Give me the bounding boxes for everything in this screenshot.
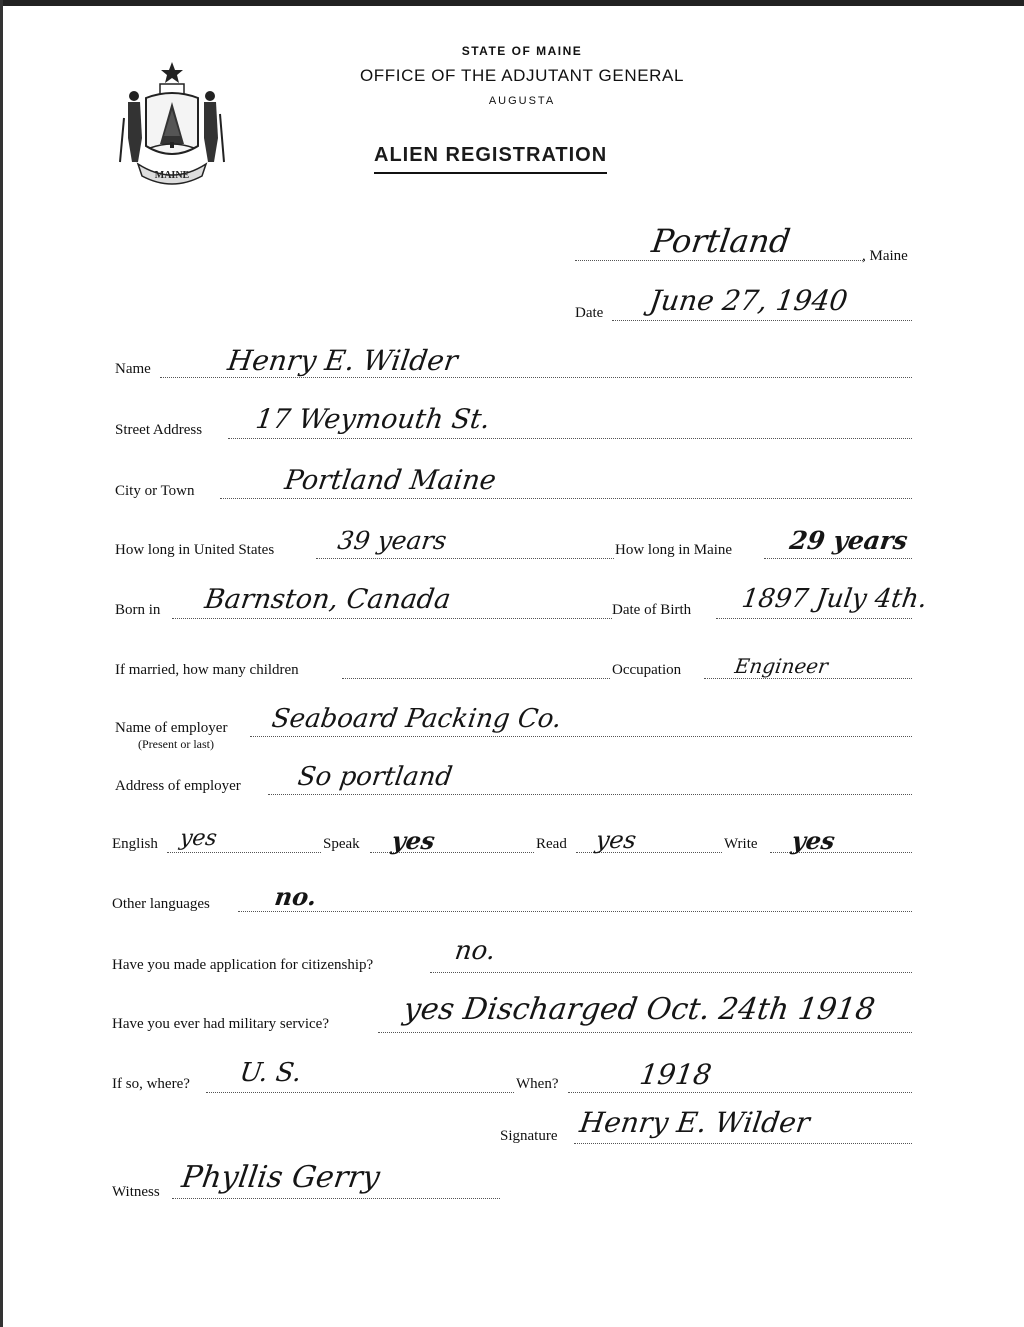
date-of-birth-value: 1897 July 4th. — [739, 584, 929, 614]
date-of-birth-label: Date of Birth — [612, 602, 692, 618]
employer-address-line — [268, 794, 912, 795]
street-value: 17 Weymouth St. — [253, 404, 492, 435]
where-line — [206, 1092, 514, 1093]
how-long-us-line — [316, 558, 614, 559]
write-label: Write — [724, 836, 758, 852]
employer-value: Seaboard Packing Co. — [269, 704, 564, 734]
speak-label: Speak — [323, 836, 360, 852]
signature-label: Signature — [500, 1128, 558, 1144]
occupation-line — [704, 678, 912, 679]
read-label: Read — [536, 836, 567, 852]
date-label: Date — [575, 305, 604, 321]
military-label: Have you ever had military service? — [112, 1016, 329, 1032]
occupation-label: Occupation — [612, 662, 682, 678]
employer-sub-label: (Present or last) — [138, 737, 214, 751]
page-title: ALIEN REGISTRATION — [374, 144, 607, 174]
employer-address-label: Address of employer — [115, 778, 241, 794]
occupation-value: Engineer — [733, 654, 830, 678]
scan-edge-left — [0, 0, 3, 1327]
witness-label: Witness — [112, 1184, 160, 1200]
other-languages-line — [238, 911, 912, 912]
military-line — [378, 1032, 912, 1033]
where-value: U. S. — [237, 1058, 304, 1088]
how-long-us-label: How long in United States — [115, 542, 275, 558]
citizenship-value: no. — [452, 936, 498, 966]
scan-edge-top — [0, 0, 1024, 6]
name-label: Name — [115, 361, 151, 377]
other-languages-label: Other languages — [112, 896, 210, 912]
name-value: Henry E. Wilder — [225, 344, 460, 377]
citizenship-label: Have you made application for citizenship? — [112, 957, 374, 973]
citizenship-line — [430, 972, 912, 973]
signature-value: Henry E. Wilder — [577, 1106, 812, 1139]
employer-address-value: So portland — [295, 762, 455, 792]
how-long-maine-line — [764, 558, 912, 559]
read-value: yes — [594, 826, 639, 854]
date-line — [612, 320, 912, 321]
place-value: Portland — [649, 222, 793, 260]
other-languages-value: no. — [272, 882, 319, 911]
english-label: English — [112, 836, 158, 852]
born-in-value: Barnston, Canada — [202, 584, 453, 615]
header-state: STATE OF MAINE — [461, 44, 583, 58]
english-line — [167, 852, 321, 853]
married-children-line — [342, 678, 610, 679]
born-in-line — [172, 618, 612, 619]
speak-value: yes — [389, 826, 437, 855]
date-of-birth-line — [716, 618, 912, 619]
how-long-maine-value: 29 years — [787, 526, 910, 555]
military-value: yes Discharged Oct. 24th 1918 — [401, 992, 878, 1027]
how-long-us-value: 39 years — [335, 526, 449, 555]
married-children-label: If married, how many children — [115, 662, 299, 678]
city-label: City or Town — [115, 483, 195, 499]
when-value: 1918 — [637, 1058, 714, 1091]
seal-lettering: MAINE — [154, 170, 190, 181]
maine-label: , Maine — [862, 248, 908, 264]
street-line — [228, 438, 912, 439]
header-city: AUGUSTA — [488, 95, 556, 107]
when-line — [568, 1092, 912, 1093]
signature-line — [574, 1143, 912, 1144]
name-line — [160, 377, 912, 378]
how-long-maine-label: How long in Maine — [615, 542, 733, 558]
city-line — [220, 498, 912, 499]
date-value: June 27, 1940 — [647, 284, 850, 317]
street-label: Street Address — [115, 422, 203, 438]
city-value: Portland Maine — [282, 465, 499, 496]
when-label: When? — [516, 1076, 559, 1092]
witness-line — [172, 1198, 500, 1199]
born-in-label: Born in — [115, 602, 161, 618]
witness-value: Phyllis Gerry — [179, 1160, 382, 1195]
employer-label: Name of employer — [115, 720, 228, 736]
header-office: OFFICE OF THE ADJUTANT GENERAL — [359, 66, 685, 85]
english-value: yes — [178, 826, 219, 851]
write-value: yes — [789, 826, 837, 855]
place-line — [575, 260, 865, 261]
where-label: If so, where? — [112, 1076, 190, 1092]
employer-line — [250, 736, 912, 737]
